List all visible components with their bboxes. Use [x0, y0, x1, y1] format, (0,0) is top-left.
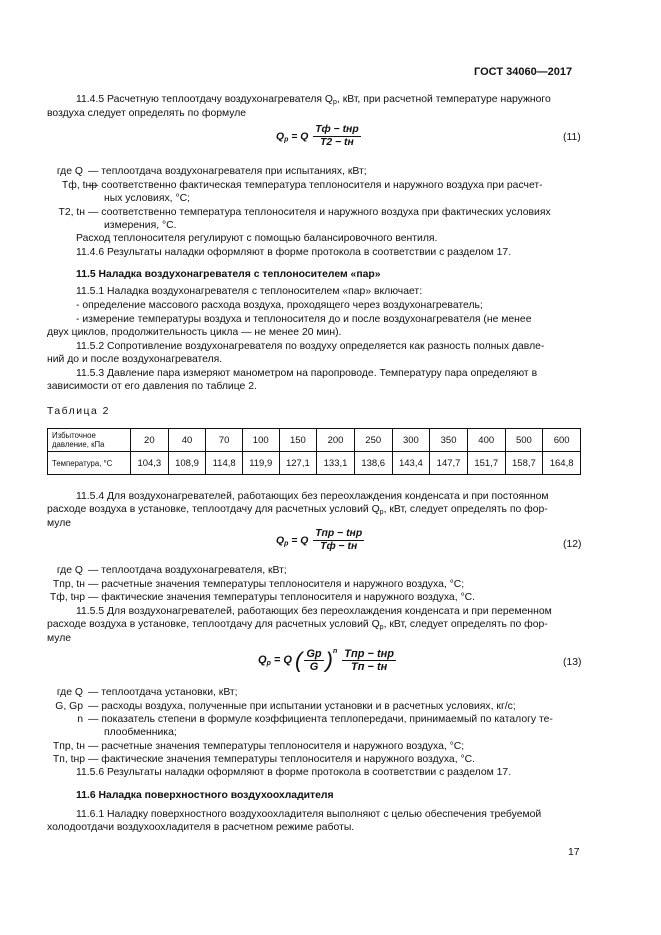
paragraph-11-5-4-cont: расходе воздуха в установке, теплоотдачу для расчетных условий $Q_р$, кВт, следует определять по фор- — [47, 504, 548, 516]
list-item-2: - измерение температуры воздуха и теплоносителя до и после воздухонагревателя (не менее — [76, 314, 532, 325]
where2-text-2: — фактические значения температуры теплоносителя и наружного воздуха, °С. — [88, 592, 476, 603]
where3-sym-1: G, Gр — [55, 701, 83, 712]
paragraph-11-5-1: 11.5.1 Наладка воздухонагревателя с теплоносителем «пар» включает: — [76, 286, 423, 297]
where3-text-4: — расчетные значения температуры теплоносителя и наружного воздуха, °С; — [88, 741, 465, 752]
table-cell: 150 — [279, 429, 317, 452]
paragraph-11-5-3: 11.5.3 Давление пара измеряют манометром на паропроводе. Температуру пара определяют в — [76, 368, 538, 379]
formula-13-number: (13) — [563, 657, 582, 668]
table-cell: 600 — [543, 429, 581, 452]
where1-text-2: ных условиях, °С; — [104, 193, 190, 204]
paragraph-11-6-1-cont: холодоотдачи воздухоохладителя в расчетном режиме работы. — [47, 822, 355, 833]
where1-sym-0: где Q — [56, 166, 83, 177]
paragraph-11-5-4-cont2: муле — [47, 518, 72, 529]
where3-text-1: — расходы воздуха, полученные при испытании установки и в расчетных условиях, кг/с; — [88, 701, 516, 712]
table-cell: 500 — [505, 429, 543, 452]
table-2 — [47, 428, 581, 475]
where1-text-4: измерения, °С. — [104, 220, 177, 231]
list-item-1: - определение массового расхода воздуха, проходящего через воздухонагреватель; — [76, 300, 483, 311]
table-cell: 119,9 — [242, 452, 279, 475]
where2-sym-2: Tф, tнр — [49, 592, 85, 603]
table-2-caption: Таблица 2 — [47, 406, 110, 417]
table-cell: 40 — [168, 429, 206, 452]
table-cell: 147,7 — [430, 452, 468, 475]
table-cell: 114,8 — [206, 452, 243, 475]
page-number: 17 — [568, 847, 580, 858]
where1-text-0: — теплоотдача воздухонагревателя при испытаниях, кВт; — [88, 166, 367, 177]
where3-sym-4: Tпр, tн — [52, 741, 85, 752]
paragraph-regulate: Расход теплоносителя регулируют с помощью балансировочного вентиля. — [76, 233, 438, 244]
where1-sym-1: Tф, tнр — [61, 180, 97, 191]
formula-11-number: (11) — [563, 132, 581, 143]
table-row-label-pressure: Избыточное давление, кПа — [48, 429, 131, 452]
paragraph-11-5-5: 11.5.5 Для воздухонагревателей, работающих без переохлаждения конденсата и при переменном — [76, 606, 552, 617]
table-cell: 100 — [242, 429, 279, 452]
heading-11-6: 11.6 Наладка поверхностного воздухоохладителя — [76, 790, 334, 801]
formula-12: $Q_р = Q$ $\frac{\text{Tпр − tнр}}{Tф - tн}$ — [276, 528, 363, 552]
table-cell: 400 — [467, 429, 505, 452]
paragraph-11-4-6: 11.4.6 Результаты наладки оформляют в форме протокола в соответствии с разделом 17. — [76, 247, 512, 258]
where1-text-3: — соответственно температура теплоносителя и наружного воздуха при фактических условиях — [88, 207, 551, 218]
paragraph-11-5-3-cont: зависимости от его давления по таблице 2. — [47, 381, 257, 392]
paragraph-11-5-2-cont: ний до и после воздухонагревателя. — [47, 354, 223, 365]
paragraph-11-5-5-cont2: муле — [47, 633, 72, 644]
formula-13: $Q_р = Q$ ( $\frac{Gр}{G}$ )$^n$ $\frac{\text{Tпр − tнр}}{Tп - tн}$ — [258, 647, 395, 673]
table-cell: 133,1 — [317, 452, 355, 475]
paragraph-11-4-5-cont: воздуха следует определять по формуле — [47, 108, 247, 119]
table-cell: 151,7 — [467, 452, 505, 475]
table-cell: 127,1 — [279, 452, 317, 475]
table-cell: 158,7 — [505, 452, 543, 475]
where2-text-1: — расчетные значения температуры теплоносителя и наружного воздуха, °С; — [88, 579, 465, 590]
table-cell: 250 — [354, 429, 392, 452]
where3-sym-0: где Q — [56, 687, 83, 698]
table-cell: 20 — [131, 429, 169, 452]
where2-text-0: — теплоотдача воздухонагревателя, кВт; — [88, 565, 287, 576]
table-cell: 70 — [206, 429, 243, 452]
where3-sym-5: Tп, tнр — [52, 754, 85, 765]
paragraph-11-6-1: 11.6.1 Наладку поверхностного воздухоохладителя выполняют с целью обеспечения требуемой — [76, 809, 542, 820]
where3-text-5: — фактические значения температуры теплоносителя и наружного воздуха, °С. — [88, 754, 476, 765]
where1-text-1: — соответственно фактическая температура теплоносителя и наружного воздуха при расчет- — [88, 180, 543, 191]
table-cell: 108,9 — [168, 452, 206, 475]
formula-11: $Q_р = Q$ $\frac{\text{Tф − tнр}}{T2 - tн}$ — [276, 124, 359, 148]
where2-sym-0: где Q — [56, 565, 83, 576]
where3-text-3: плообменника; — [104, 727, 177, 738]
where1-sym-3: T2, tн — [58, 207, 85, 218]
table-cell: 143,4 — [392, 452, 430, 475]
formula-12-number: (12) — [563, 539, 582, 550]
table-cell: 104,3 — [131, 452, 169, 475]
where3-text-2: — показатель степени в формуле коэффициента теплопередачи, принимаемый по каталогу те- — [88, 714, 553, 725]
paragraph-11-5-5-cont: расходе воздуха в установке, теплоотдачу для расчетных условий $Q_р$, кВт, следует определять по фор- — [47, 619, 548, 631]
heading-11-5: 11.5 Наладка воздухонагревателя с теплоносителем «пар» — [76, 269, 381, 280]
where2-sym-1: Tпр, tн — [52, 579, 85, 590]
table-row-label-temperature: Температура, °С — [48, 452, 131, 475]
paragraph-11-5-6: 11.5.6 Результаты наладки оформляют в форме протокола в соответствии с разделом 17. — [76, 767, 512, 778]
table-cell: 300 — [392, 429, 430, 452]
list-item-2-cont: двух циклов, продолжительность цикла — не менее 20 мин). — [47, 327, 342, 338]
where3-text-0: — теплоотдача установки, кВт; — [88, 687, 238, 698]
table-cell: 138,6 — [354, 452, 392, 475]
paragraph-11-5-2: 11.5.2 Сопротивление воздухонагревателя по воздуху определяется как разность полных давле- — [76, 341, 545, 352]
paragraph-11-5-4: 11.5.4 Для воздухонагревателей, работающих без переохлаждения конденсата и при постоянном — [76, 491, 549, 502]
table-row — [48, 429, 581, 452]
paragraph-11-4-5: 11.4.5 Расчетную теплоотдачу воздухонагревателя $Q_р$, кВт, при расчетной температуре наружного — [76, 94, 551, 106]
document-code: ГОСТ 34060—2017 — [474, 66, 573, 78]
where3-sym-2: n — [77, 714, 83, 725]
table-cell: 350 — [430, 429, 468, 452]
table-cell: 164,8 — [543, 452, 581, 475]
table-row — [48, 452, 581, 475]
table-cell: 200 — [317, 429, 355, 452]
